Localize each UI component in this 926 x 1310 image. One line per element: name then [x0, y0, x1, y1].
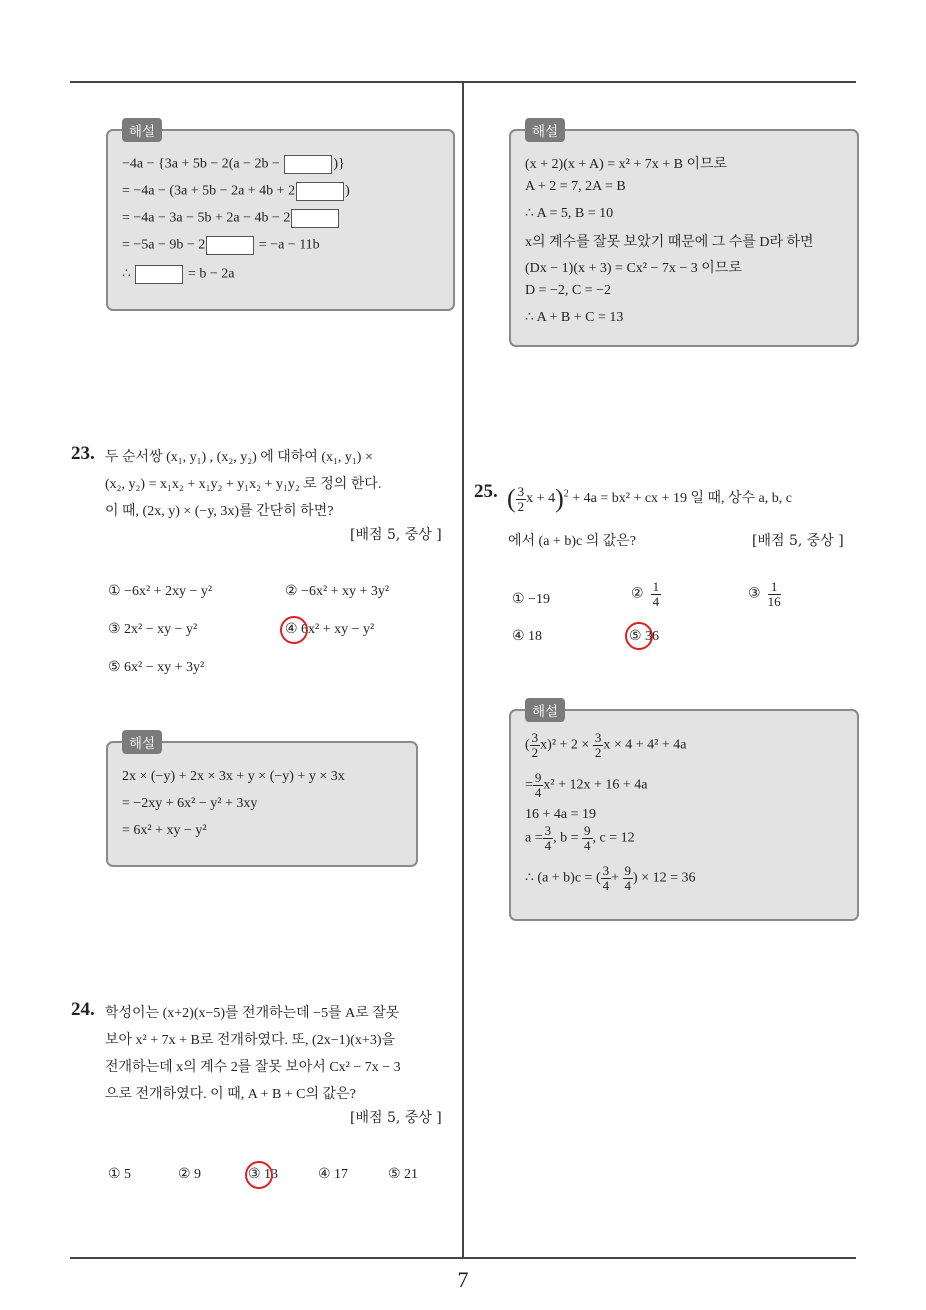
- bottom-rule: [70, 1257, 856, 1259]
- problem-text: 보아 x² + 7x + B로 전개하였다. 또, (2x−1)(x+3)을: [105, 1033, 396, 1048]
- choice-1[interactable]: ① −19: [512, 592, 550, 607]
- solution-tag: 해설: [122, 118, 162, 142]
- solution-line: ∴ A = 5, B = 10: [525, 206, 614, 221]
- solution-line: ∴ A + B + C = 13: [525, 310, 624, 325]
- answer-mark-circle: [245, 1161, 273, 1189]
- solution-line: x의 계수를 잘못 보았기 때문에 그 수를 D라 하면: [525, 235, 814, 250]
- choice-4[interactable]: ④ 18: [512, 629, 543, 644]
- choice-2[interactable]: ② $\frac{1}{4}$: [631, 579, 660, 609]
- score-label: [배점 5, 중상 ]: [350, 527, 442, 543]
- solution-tag: 해설: [525, 698, 565, 722]
- solution-line: 16 + 4a = 19: [525, 807, 597, 822]
- solution-line: ( $\frac{3}{2}$ x)² + 2 × $\frac{3}{2}$ x × 4 + 4² + 4a: [525, 730, 687, 760]
- solution-line: = −4a − 3a − 5b + 2a − 4b − 2: [122, 209, 340, 228]
- solution-box-25: [509, 704, 859, 921]
- solution-line: −4a − {3a + 5b − 2(a − 2b − )}: [122, 155, 345, 174]
- solution-tag: 해설: [122, 730, 162, 754]
- problem-text: 두 순서쌍 (x₁, y₁) , (x₂, y₂) 에 대하여 (x₁, y₁) ×: [105, 450, 373, 465]
- score-label: [배점 5, 중상 ]: [350, 1110, 442, 1126]
- problem-text: 전개하는데 x의 계수 2를 잘못 보아서 Cx² − 7x − 3: [105, 1060, 401, 1075]
- solution-line: = $\frac{9}{4}$ x² + 12x + 16 + 4a: [525, 770, 648, 800]
- choice-1[interactable]: ① 5: [108, 1167, 132, 1182]
- page-number: 7: [457, 1267, 469, 1292]
- problem-text: 이 때, (2x, y) × (−y, 3x)를 간단히 하면?: [105, 504, 334, 519]
- solution-line: = 6x² + xy − y²: [122, 823, 207, 838]
- choice-3[interactable]: ③ $\frac{1}{16}$: [748, 579, 781, 609]
- solution-tag: 해설: [525, 118, 565, 142]
- problem-text: 에서 (a + b)c 의 값은?: [508, 534, 636, 549]
- solution-line: = −4a − (3a + 5b − 2a + 4b + 2 ): [122, 182, 350, 201]
- choice-5[interactable]: ⑤ 21: [388, 1167, 419, 1182]
- choice-5[interactable]: ⑤ 6x² − xy + 3y²: [108, 660, 205, 675]
- solution-box-22: [106, 124, 455, 311]
- solution-box-23: [106, 736, 418, 867]
- choice-2[interactable]: ② 9: [178, 1167, 202, 1182]
- problem-number-24: 24.: [71, 999, 95, 1020]
- solution-line: 2x × (−y) + 2x × 3x + y × (−y) + y × 3x: [122, 769, 345, 784]
- choice-4[interactable]: ④ 6x² + xy − y²: [285, 622, 375, 637]
- problem-text: (x₂, y₂) = x₁x₂ + x₁y₂ + y₁x₂ + y₁y₂ 로 정의 한다.: [105, 477, 382, 492]
- choice-3[interactable]: ③ 2x² − xy − y²: [108, 622, 198, 637]
- solution-line: D = −2, C = −2: [525, 283, 612, 298]
- solution-line: = −5a − 9b − 2 = −a − 11b: [122, 236, 320, 255]
- answer-mark-circle: [625, 622, 653, 650]
- solution-line: ∴ (a + b)c = ( $\frac{3}{4}$ + $\frac{9}{4}$ ) × 12 = 36: [525, 863, 696, 893]
- choice-5[interactable]: ⑤ 36: [629, 629, 660, 644]
- problem-text: 으로 전개하였다. 이 때, A + B + C의 값은?: [105, 1087, 356, 1102]
- solution-line: A + 2 = 7, 2A = B: [525, 179, 626, 194]
- problem-text: 학성이는 (x+2)(x−5)를 전개하는데 −5를 A로 잘못: [105, 1006, 400, 1021]
- solution-line: (Dx − 1)(x + 3) = Cx² − 7x − 3 이므로: [525, 261, 742, 276]
- choice-4[interactable]: ④ 17: [318, 1167, 349, 1182]
- solution-box-24: [509, 124, 859, 347]
- answer-mark-circle: [280, 616, 308, 644]
- column-divider: [462, 82, 464, 1258]
- fraction: $\frac{3}{2}$: [517, 483, 525, 514]
- problem-number-23: 23.: [71, 443, 95, 464]
- choice-2[interactable]: ② −6x² + xy + 3y²: [285, 584, 390, 599]
- score-label: [배점 5, 중상 ]: [752, 533, 844, 549]
- problem-number-25: 25.: [474, 481, 498, 502]
- problem-text: ( $\frac{3}{2}$ x + 4)$^2$ + 4a = bx² + cx + 19 일 때, 상수 a, b, c: [507, 483, 792, 514]
- choice-3[interactable]: ③ 13: [248, 1167, 279, 1182]
- solution-line: = −2xy + 6x² − y² + 3xy: [122, 796, 258, 811]
- solution-line: (x + 2)(x + A) = x² + 7x + B 이므로: [525, 157, 728, 172]
- choice-1[interactable]: ① −6x² + 2xy − y²: [108, 584, 213, 599]
- solution-line: ∴ = b − 2a: [122, 265, 234, 284]
- solution-line: a = $\frac{3}{4}$ , b = $\frac{9}{4}$ , c = 12: [525, 823, 635, 853]
